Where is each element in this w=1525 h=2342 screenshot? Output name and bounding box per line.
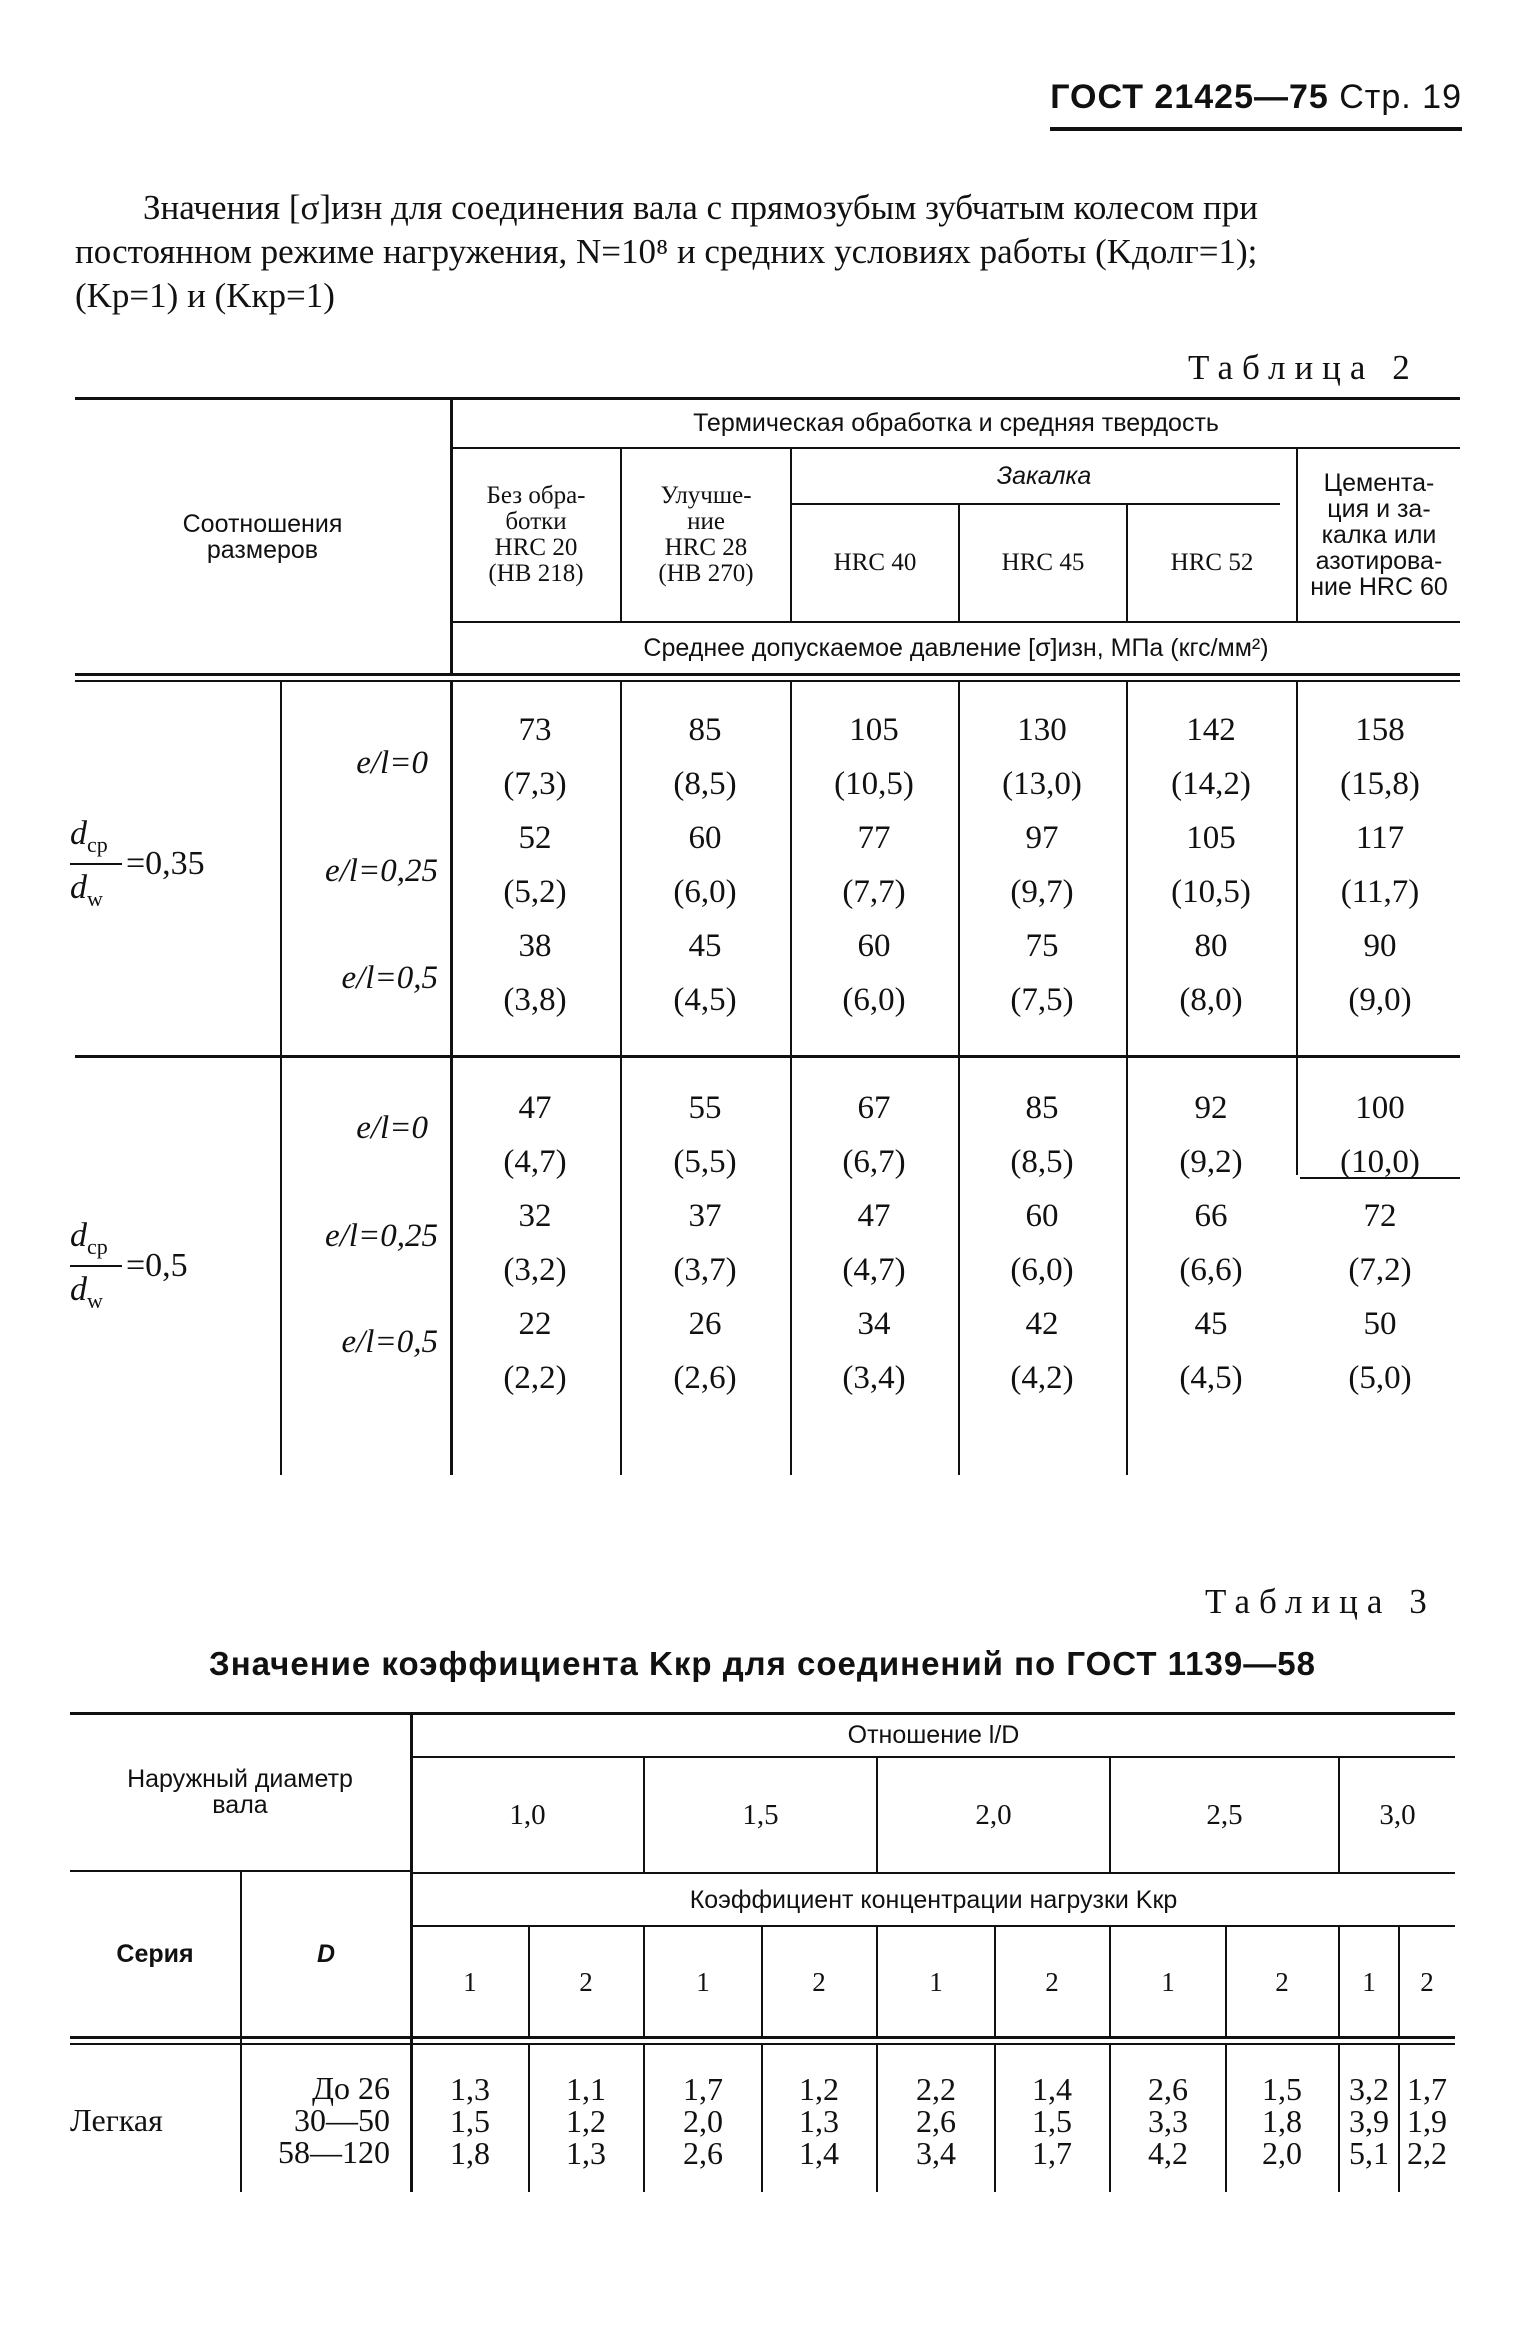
value-cell-kgf: (6,0) <box>842 982 906 1018</box>
value-cell-kgf: (7,7) <box>842 874 906 910</box>
ratio-group-1 <box>68 815 268 925</box>
subcol-divider <box>994 1927 996 2036</box>
table2-head-rule-2 <box>75 680 1460 682</box>
kkr-value: 1,2 <box>566 2103 606 2139</box>
value-cell-kgf: (11,7) <box>1340 874 1420 910</box>
table3-ratio-rule <box>412 1756 1455 1758</box>
subcol-header: 1 <box>696 1967 710 1997</box>
subcol-header: 2 <box>579 1967 593 1997</box>
value-cell-kgf: (4,2) <box>1010 1360 1074 1396</box>
table2-vline-b2 <box>790 680 792 1475</box>
value-cell: 142 <box>1186 712 1236 748</box>
table3-label: Таблица 3 <box>1205 1582 1436 1621</box>
kkr-value: 1,5 <box>1262 2071 1302 2107</box>
value-cell: 60 <box>1025 1198 1059 1234</box>
value-cell: 92 <box>1194 1090 1228 1126</box>
document-code: ГОСТ 21425—75 <box>1050 78 1329 116</box>
el-label-2-2: e/l=0,25 <box>324 1218 438 1254</box>
kkr-value: 1,2 <box>799 2071 839 2107</box>
value-cell-kgf: (4,7) <box>503 1144 567 1180</box>
kkr-value: 2,0 <box>1262 2135 1302 2171</box>
value-cell: 38 <box>518 928 552 964</box>
kkr-value: 1,4 <box>799 2135 839 2171</box>
table3-ratio-label: Отношение l/D <box>847 1721 1020 1749</box>
subcol-divider <box>1338 2043 1340 2192</box>
value-cell: 75 <box>1025 928 1059 964</box>
table2-vline-b3 <box>958 680 960 1475</box>
table2-head-group: Термическая обработка и средняя твердость <box>693 409 1219 437</box>
value-cell: 52 <box>518 820 552 856</box>
kkr-value: 2,2 <box>1407 2135 1447 2171</box>
value-cell-kgf: (8,5) <box>1010 1144 1074 1180</box>
kkr-value: 1,5 <box>1032 2103 1072 2139</box>
subcol-header: 1 <box>1362 1967 1376 1997</box>
d-value-2: 30—50 <box>294 2102 390 2138</box>
value-cell: 50 <box>1363 1306 1397 1342</box>
value-cell-kgf: (3,4) <box>842 1360 906 1396</box>
subcol-divider <box>1109 1927 1111 2036</box>
value-cell-kgf: (9,7) <box>1010 874 1074 910</box>
kkr-value: 3,9 <box>1349 2103 1389 2139</box>
subcol-divider <box>994 2043 996 2192</box>
value-cell: 37 <box>688 1198 722 1234</box>
subcol-header: 1 <box>1161 1967 1175 1997</box>
table2-vline-b1 <box>620 680 622 1475</box>
value-cell-kgf: (7,5) <box>1010 982 1074 1018</box>
value-cell: 60 <box>857 928 891 964</box>
subcol-header: 1 <box>463 1967 477 1997</box>
ratio-2-denominator: $d_w$ <box>70 1271 103 1313</box>
value-cell-kgf: (8,5) <box>673 766 737 802</box>
ratio-1-numerator: $d_{ср}$ <box>70 815 108 857</box>
table2-col-hrc45: HRC 45 <box>1001 549 1085 576</box>
kkr-value: 1,1 <box>566 2071 606 2107</box>
kkr-value: 1,4 <box>1032 2071 1072 2107</box>
value-cell-kgf: (10,5) <box>834 766 914 802</box>
value-cell-kgf: (5,2) <box>503 874 567 910</box>
kkr-value: 1,8 <box>1262 2103 1302 2139</box>
value-cell: 80 <box>1194 928 1228 964</box>
table2-col-raw: Без обра- ботки HRC 20 (HB 218) <box>486 482 586 587</box>
value-cell-kgf: (10,5) <box>1171 874 1251 910</box>
value-cell: 77 <box>857 820 891 856</box>
value-cell: 105 <box>1186 820 1236 856</box>
value-cell-kgf: (9,2) <box>1179 1144 1243 1180</box>
value-cell-kgf: (5,5) <box>673 1144 737 1180</box>
kkr-value: 3,4 <box>916 2135 956 2171</box>
table3-title: Значение коэффициента Kкр для соединений по ГОСТ 1139—58 <box>209 1645 1316 1682</box>
value-cell: 100 <box>1355 1090 1405 1126</box>
el-label-1-3: e/l=0,5 <box>341 960 438 996</box>
ratio-2-bar <box>70 1265 122 1267</box>
value-cell: 32 <box>518 1198 552 1234</box>
el-label-2-3: e/l=0,5 <box>341 1324 438 1360</box>
subcol-header: 2 <box>1420 1967 1434 1997</box>
value-cell-kgf: (3,7) <box>673 1252 737 1288</box>
kkr-value: 3,3 <box>1148 2103 1188 2139</box>
value-cell: 90 <box>1363 928 1397 964</box>
value-cell: 67 <box>857 1090 891 1126</box>
value-cell: 34 <box>857 1306 891 1342</box>
kkr-value: 1,8 <box>450 2135 490 2171</box>
subcol-divider <box>528 1927 530 2036</box>
table2-label: Таблица 2 <box>1188 348 1419 387</box>
el-label-1-1: e/l=0 <box>356 745 428 781</box>
subcol-divider <box>761 2043 763 2192</box>
value-cell-kgf: (3,2) <box>503 1252 567 1288</box>
kkr-value: 3,2 <box>1349 2071 1389 2107</box>
value-cell: 117 <box>1355 820 1405 856</box>
value-cell-kgf: (4,5) <box>673 982 737 1018</box>
value-cell: 73 <box>518 712 552 748</box>
subcol-divider <box>761 1927 763 2036</box>
subcol-divider <box>1109 2043 1111 2192</box>
table2-vline-b5 <box>1296 680 1298 1175</box>
table2-group-divider <box>75 1055 1460 1058</box>
table3-coef-rule <box>412 1925 1455 1927</box>
table3-col-outer-diameter: Наружный диаметр вала <box>127 1765 353 1819</box>
table2-pressure-label: Среднее допускаемое давление [σ]изн, МПа (кгс/мм²) <box>643 634 1269 662</box>
table2-head-rule-1 <box>75 673 1460 676</box>
value-cell: 47 <box>518 1090 552 1126</box>
subcol-header: 1 <box>929 1967 943 1997</box>
value-cell: 72 <box>1363 1198 1397 1234</box>
ratio-1-denominator: $d_w$ <box>70 869 103 911</box>
ratio-1-value: =0,35 <box>126 845 205 882</box>
subcol-divider <box>876 2043 878 2192</box>
value-cell-kgf: (8,0) <box>1179 982 1243 1018</box>
subcol-header: 2 <box>1045 1967 1059 1997</box>
kkr-value: 4,2 <box>1148 2135 1188 2171</box>
value-cell-kgf: (2,6) <box>673 1360 737 1396</box>
value-cell-kgf: (14,2) <box>1171 766 1251 802</box>
ratio-value: 2,5 <box>1206 1799 1243 1831</box>
el-label-1-2: e/l=0,25 <box>324 853 438 889</box>
page-number: Стр. 19 <box>1339 78 1462 116</box>
ratio-group-2 <box>68 1217 268 1327</box>
value-cell: 47 <box>857 1198 891 1234</box>
table2-vline-body <box>450 680 453 1475</box>
d-value-1: До 26 <box>312 2070 390 2106</box>
ratio-value: 1,0 <box>509 1799 546 1831</box>
subcol-divider <box>876 1927 878 2036</box>
value-cell-kgf: (13,0) <box>1002 766 1082 802</box>
kkr-value: 1,3 <box>799 2103 839 2139</box>
value-cell-kgf: (4,7) <box>842 1252 906 1288</box>
kkr-value: 2,6 <box>683 2135 723 2171</box>
value-cell: 85 <box>1025 1090 1059 1126</box>
caption-line-2: постоянном режиме нагружения, N=10⁸ и средних условиях работы (Kдолг=1); <box>75 232 1258 271</box>
table2-col-quench: Закалка <box>996 462 1092 490</box>
kkr-value: 1,3 <box>450 2071 490 2107</box>
page-header <box>1050 78 1462 131</box>
table2-col-cementation: Цемента- ция и за- калка или азотирова- ние HRC 60 <box>1310 469 1448 601</box>
value-cell: 22 <box>518 1306 552 1342</box>
value-cell: 130 <box>1017 712 1067 748</box>
kkr-value: 1,7 <box>1407 2071 1447 2107</box>
value-cell-kgf: (6,0) <box>673 874 737 910</box>
kkr-value: 1,3 <box>566 2135 606 2171</box>
value-cell-kgf: (7,3) <box>503 766 567 802</box>
table3-coef-label: Коэффициент концентрации нагрузки Kкр <box>689 1885 1178 1914</box>
kkr-value: 1,9 <box>1407 2103 1447 2139</box>
subcol-header: 2 <box>812 1967 826 1997</box>
value-cell: 45 <box>1194 1306 1228 1342</box>
subcol-divider <box>643 2043 645 2192</box>
subcol-header: 2 <box>1275 1967 1289 1997</box>
subcol-divider <box>528 2043 530 2192</box>
table3-col-series: Серия <box>116 1940 194 1968</box>
value-cell-kgf: (3,8) <box>503 982 567 1018</box>
value-cell: 158 <box>1355 712 1405 748</box>
table2-col-improved: Улучше- ние HRC 28 (HB 270) <box>658 482 754 587</box>
value-cell-kgf: (6,7) <box>842 1144 906 1180</box>
value-cell: 66 <box>1194 1198 1228 1234</box>
value-cell-kgf: (2,2) <box>503 1360 567 1396</box>
value-cell: 60 <box>688 820 722 856</box>
value-cell-kgf: (4,5) <box>1179 1360 1243 1396</box>
table3-series-name: Легкая <box>70 2102 163 2138</box>
kkr-value: 5,1 <box>1349 2135 1389 2171</box>
kkr-value: 2,6 <box>916 2103 956 2139</box>
kkr-value: 1,7 <box>683 2071 723 2107</box>
ratio-value: 2,0 <box>975 1799 1012 1831</box>
caption-line-1: Значения [σ]изн для соединения вала с прямозубым зубчатым колесом при <box>143 188 1259 227</box>
kkr-value: 2,0 <box>683 2103 723 2139</box>
table2-col-hrc40: HRC 40 <box>833 549 917 576</box>
kkr-value: 2,6 <box>1148 2071 1188 2107</box>
table3-head-rule-1 <box>70 2036 1455 2039</box>
value-cell: 85 <box>688 712 722 748</box>
table3-col-d: D <box>316 1940 336 1968</box>
value-cell-kgf: (5,0) <box>1348 1360 1412 1396</box>
value-cell: 42 <box>1025 1306 1059 1342</box>
table2-col-dimensions: Соотношения размеров <box>182 509 343 564</box>
ratio-value: 1,5 <box>742 1799 779 1831</box>
value-cell: 26 <box>688 1306 722 1342</box>
table2-caption <box>75 186 1465 318</box>
caption-line-3: (Kр=1) и (Kкр=1) <box>75 276 335 315</box>
value-cell: 97 <box>1025 820 1059 856</box>
table3-vline-main <box>410 1712 413 2192</box>
ratio-2-value: =0,5 <box>126 1247 188 1284</box>
value-cell-kgf: (6,6) <box>1179 1252 1243 1288</box>
value-cell: 45 <box>688 928 722 964</box>
kkr-value: 1,7 <box>1032 2135 1072 2171</box>
table2-col-hrc52: HRC 52 <box>1170 549 1254 576</box>
value-cell-kgf: (7,2) <box>1348 1252 1412 1288</box>
value-cell-kgf: (10,0) <box>1340 1144 1420 1180</box>
value-cell-kgf: (6,0) <box>1010 1252 1074 1288</box>
table3-d-values <box>250 2072 390 2168</box>
ratio-2-numerator: $d_{ср}$ <box>70 1217 108 1259</box>
ratio-value: 3,0 <box>1379 1799 1416 1831</box>
kkr-value: 1,5 <box>450 2103 490 2139</box>
kkr-value: 2,2 <box>916 2071 956 2107</box>
ratio-1-bar <box>70 863 122 865</box>
value-cell: 55 <box>688 1090 722 1126</box>
d-value-3: 58—120 <box>278 2134 390 2170</box>
table2-vline-b4 <box>1126 680 1128 1475</box>
subcol-divider <box>643 1927 645 2036</box>
value-cell-kgf: (15,8) <box>1340 766 1420 802</box>
value-cell: 105 <box>849 712 899 748</box>
el-label-2-1: e/l=0 <box>356 1110 428 1146</box>
value-cell-kgf: (9,0) <box>1348 982 1412 1018</box>
